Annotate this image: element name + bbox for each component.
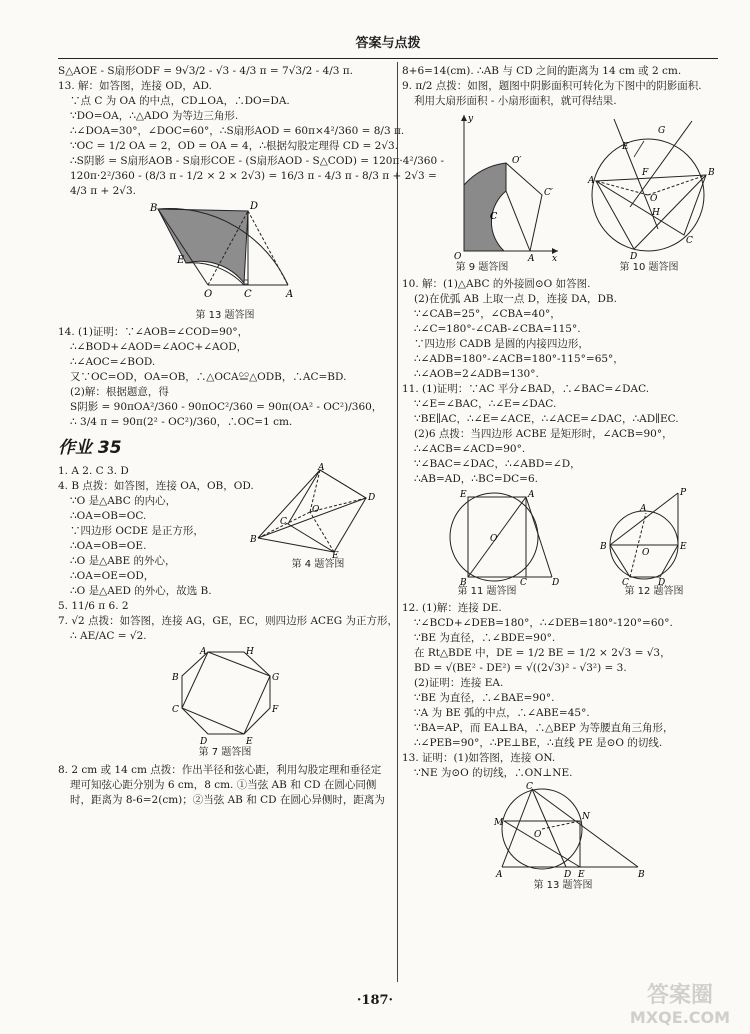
svg-text:C: C [280, 517, 287, 528]
text-line: ∴∠C=180°-∠CAB-∠CBA=115°. [414, 323, 581, 336]
circumcircle-diagram [574, 111, 724, 261]
text-line: 13. 解：如答图，连接 OD，AD. [58, 80, 212, 92]
svg-text:E: E [246, 737, 253, 748]
svg-text:B: B [460, 578, 467, 589]
svg-text:F: F [642, 168, 649, 178]
svg-text:B: B [250, 535, 257, 546]
svg-text:O: O [204, 289, 213, 300]
svg-text:O: O [312, 505, 320, 516]
svg-text:O: O [534, 830, 542, 841]
svg-text:C: C [490, 212, 498, 222]
svg-text:B: B [708, 168, 715, 178]
figure-caption: 第 7 题答图 [198, 747, 252, 759]
text-line: S△AOE - S扇形ODF = 9√3/2 - √3 - 4/3 π = 7√3/2 - 4/3 π. [58, 65, 353, 77]
text-line: ∵∠CAB=25°，∠CBA=40°， [414, 308, 561, 321]
svg-text:C: C [622, 578, 629, 589]
text-line: ∵∠E=∠BAC，∴∠E=∠DAC. [414, 398, 557, 411]
question-13 [58, 79, 445, 199]
svg-text:A: A [286, 289, 294, 300]
watermark-text: 答案圈 [646, 983, 713, 1008]
svg-text:A: A [588, 176, 595, 186]
svg-text:A: A [200, 647, 207, 658]
svg-text:E: E [177, 255, 185, 266]
svg-text:H: H [652, 208, 660, 218]
svg-text:B: B [172, 673, 179, 684]
column-divider [397, 62, 398, 982]
header-title: 答案与点拨 [355, 36, 421, 51]
figure-caption: 第 11 题答图 [457, 586, 517, 598]
svg-text:O: O [490, 534, 498, 545]
text-line: ∴∠AOC=∠BOD. [70, 356, 156, 369]
figure-caption: 第 9 题答图 [455, 262, 509, 273]
text-line: S阴影 = 90πOA²/360 - 90πOC²/360 = 90π(OA² - OC²)/360， [70, 401, 383, 414]
text-line: 1. A 2. C 3. D [58, 465, 129, 478]
figure-q10 [574, 111, 724, 275]
svg-text:B: B [600, 542, 607, 553]
question-10 [402, 277, 724, 382]
text-line: ∵四边形 OCDE 是正方形， [70, 525, 204, 538]
figures-9-10 [402, 109, 724, 277]
text-line: ∵OC = 1/2 OA = 2，OD = OA = 4，∴根据勾股定理得 CD = 2√3. [70, 140, 399, 152]
section-title: 作业 35 [58, 438, 122, 459]
tangent-line-diagram [584, 488, 724, 589]
svg-text:B: B [150, 203, 158, 214]
text-line: (2)证明：连接 EA. [414, 677, 504, 690]
question-list [58, 464, 254, 599]
text-line: BD = √(BE² - DE²) = √((2√3)² - √3²) = 3. [414, 662, 627, 675]
question-11 [402, 382, 724, 487]
text-line: (2)6 点拨：当四边形 ACBE 是矩形时，∠ACB=90°， [414, 428, 673, 441]
text-line: ∵∠BCD+∠DEB=180°，∴∠DEB=180°-120°=60°. [414, 617, 673, 630]
text-line: 4. B 点拨：如答图，连接 OA，OB，OD. [58, 480, 254, 493]
sector-diagram [58, 201, 392, 309]
circle-tangent-diagram [402, 783, 724, 879]
text-line: ∴AB=AD，∴BC=DC=6. [414, 473, 538, 486]
svg-text:G: G [272, 673, 280, 684]
text-line: 4/3 π + 2√3. [70, 185, 136, 197]
text-line: ∴∠AOB=2∠ADB=130°. [414, 368, 539, 381]
svg-text:P: P [680, 488, 687, 499]
figures-11-12 [402, 487, 724, 601]
watermark-url: MXQE.COM [629, 1008, 731, 1027]
question-12 [402, 601, 724, 751]
text-line: 120π·2²/360 - (8/3 π - 1/2 × 2 × 2√3) = 16/3 π - 4/3 π - 8/3 π + 2√3 = [70, 170, 437, 182]
svg-text:C: C [244, 289, 252, 300]
text-line: ∴OA=OB=OE. [70, 540, 147, 553]
svg-text:E: E [622, 142, 629, 152]
text-line: ∴∠ADB=180°-∠ACB=180°-115°=65°， [414, 353, 624, 366]
svg-text:C: C [526, 782, 533, 793]
figure-caption: 第 13 题答图 [195, 310, 255, 321]
text-line: ∵NE 为⊙O 的切线，∴ON⊥NE. [414, 767, 573, 780]
figure-q13 [58, 201, 392, 323]
svg-text:D: D [368, 493, 376, 504]
text-line: (2)在优弧 AB 上取一点 D，连接 DA，DB. [414, 293, 617, 306]
octagon-diagram [58, 646, 392, 746]
svg-text:F: F [272, 705, 279, 716]
svg-text:A: A [640, 504, 647, 515]
text-line: (2)解：根据题意，得 [70, 386, 169, 399]
inscribed-rectangle-diagram [402, 489, 572, 589]
text-line: ∵A 为 BE 弧的中点，∴∠ABE=45°. [414, 707, 590, 720]
svg-text:O′: O′ [512, 156, 522, 166]
text-line: ∵∠BAC=∠DAC，∴∠ABD=∠D， [414, 458, 581, 471]
questions-1-4 [58, 464, 392, 599]
text-line: ∴OA=OE=OD， [70, 570, 155, 583]
right-column [402, 64, 724, 896]
text-line: 10. 解：(1)△ABC 的外接圆⊙O 如答图. [402, 278, 591, 291]
svg-text:x: x [552, 254, 558, 264]
svg-text:D: D [658, 578, 666, 589]
svg-text:C: C [520, 578, 527, 589]
text-line: ∵BE 为直径，∴∠BAE=90°. [414, 692, 555, 705]
text-line: 7. √2 点拨：如答图，连接 AG，GE，EC，则四边形 ACEG 为正方形， [58, 615, 398, 628]
text-line: 利用大扇形面积 - 小扇形面积，就可得结果. [414, 95, 617, 107]
watermark-logo [620, 985, 740, 1031]
svg-text:C: C [686, 236, 693, 246]
svg-text:O: O [650, 194, 658, 204]
triangle-square-diagram [248, 463, 388, 562]
text-line: ∴OA=OB=OC. [70, 510, 147, 523]
text-line: ∴O 是△AED 的外心，故选 B. [70, 585, 212, 598]
svg-text:D: D [630, 252, 638, 262]
svg-text:D: D [250, 201, 259, 212]
text-line: 8+6=14(cm). ∴AB 与 CD 之间的距离为 14 cm 或 2 cm. [402, 65, 682, 77]
text-line: 12. (1)解：连接 DE. [402, 602, 502, 615]
figure-q13-right [402, 783, 724, 893]
text-line: ∵BE∥AC，∴∠E=∠ACE，∴∠ACE=∠DAC，∴AD∥EC. [414, 413, 679, 426]
figure-q12 [584, 489, 724, 599]
svg-text:N: N [582, 812, 590, 823]
text-line: 11. (1)证明：∵AC 平分∠BAD，∴∠BAC=∠DAC. [402, 383, 650, 396]
text-line: ∴O 是△ABE 的外心， [70, 555, 176, 568]
text-line: ∵O 是△ABC 的内心， [70, 495, 177, 508]
text-line: ∴∠ACB=∠ACD=90°. [414, 443, 526, 456]
text-line: ∴S阴影 = S扇形AOB - S扇形COE - (S扇形AOD - S△COD) = 120π·4²/360 - [70, 155, 445, 167]
text-line: 理可知弦心距分别为 6 cm，8 cm. ①当弦 AB 和 CD 在圆心同侧 [70, 778, 377, 791]
figure-q4 [248, 463, 388, 572]
svg-text:A: A [318, 463, 325, 474]
text-line: ∴∠BOD+∠AOD=∠AOC+∠AOD， [70, 341, 248, 354]
text-line: ∵BA=AP，而 EA⊥BA，∴△BEP 为等腰直角三角形， [414, 722, 674, 735]
text-line: ∵DO=OA，∴△ADO 为等边三角形. [70, 110, 239, 122]
text-line: 9. π/2 点拨：如图，题图中阴影面积可转化为下图中的阴影面积. [402, 80, 702, 92]
figure-q9 [402, 111, 562, 275]
text-line: ∵四边形 CADB 是圆的内接四边形， [414, 338, 589, 351]
figure-caption: 第 13 题答图 [533, 880, 593, 892]
page-header [58, 34, 718, 59]
svg-text:O: O [454, 252, 462, 262]
text-line: 5. 11/6 π 6. 2 [58, 600, 129, 613]
text-line: 又∵OC=OD，OA=OB，∴△OCA≌△ODB，∴AC=BD. [70, 371, 347, 384]
text-line: 8. 2 cm 或 14 cm 点拨：作出半径和弦心距，利用勾股定理和垂径定 [58, 763, 382, 776]
svg-text:y: y [468, 114, 474, 124]
svg-text:E: E [460, 490, 467, 501]
figure-q7 [58, 646, 392, 760]
page-number: ·187· [356, 993, 394, 1008]
text-line: 时，距离为 8-6=2(cm)；②当弦 AB 和 CD 在圆心异侧时，距离为 [70, 793, 385, 806]
text-line: 在 Rt△BDE 中，DE = 1/2 BE = 1/2 × 2√3 = √3， [414, 647, 671, 660]
svg-text:D: D [200, 737, 208, 748]
svg-text:E: E [680, 542, 687, 553]
svg-text:H: H [246, 647, 254, 658]
figure-caption: 第 12 题答图 [624, 586, 684, 598]
text-line: ∴ AE/AC = √2. [70, 630, 147, 643]
text-line: ∵点 C 为 OA 的中点，CD⊥OA，∴DO=DA. [70, 95, 290, 107]
question-14 [58, 325, 392, 430]
text-line: ∴∠PEB=90°，∴PE⊥BE，∴直线 PE 是⊙O 的切线. [414, 737, 663, 750]
svg-text:D: D [564, 870, 572, 881]
text-line: 13. 证明：(1)如答图，连接 ON. [402, 752, 556, 765]
left-column [58, 64, 445, 808]
figure-caption: 第 10 题答图 [619, 262, 679, 273]
figure-q11 [402, 489, 572, 599]
svg-text:E: E [578, 870, 585, 881]
svg-text:E: E [332, 551, 339, 562]
figure-caption: 第 4 题答图 [291, 559, 345, 571]
svg-text:G: G [658, 126, 666, 136]
text-line: ∴ 3/4 π = 90π(2² - OC²)/360，∴OC=1 cm. [70, 416, 293, 429]
svg-text:A: A [528, 254, 535, 264]
svg-text:M: M [494, 818, 504, 829]
svg-text:C: C [172, 705, 179, 716]
text-line: 14. (1)证明：∵∠AOB=∠COD=90°， [58, 326, 249, 339]
text-line: ∴∠DOA=30°，∠DOC=60°，∴S扇形AOD = 60π×4²/360 = 8/3 π. [70, 125, 405, 137]
svg-text:O: O [642, 548, 650, 559]
svg-text:A: A [528, 490, 535, 501]
svg-text:A: A [496, 870, 503, 881]
text-line: ∵BE 为直径，∴∠BDE=90°. [414, 632, 556, 645]
svg-text:B: B [638, 870, 645, 881]
svg-text:D: D [552, 578, 560, 589]
svg-text:C′: C′ [544, 188, 553, 198]
quarter-circle-diagram [402, 111, 562, 264]
